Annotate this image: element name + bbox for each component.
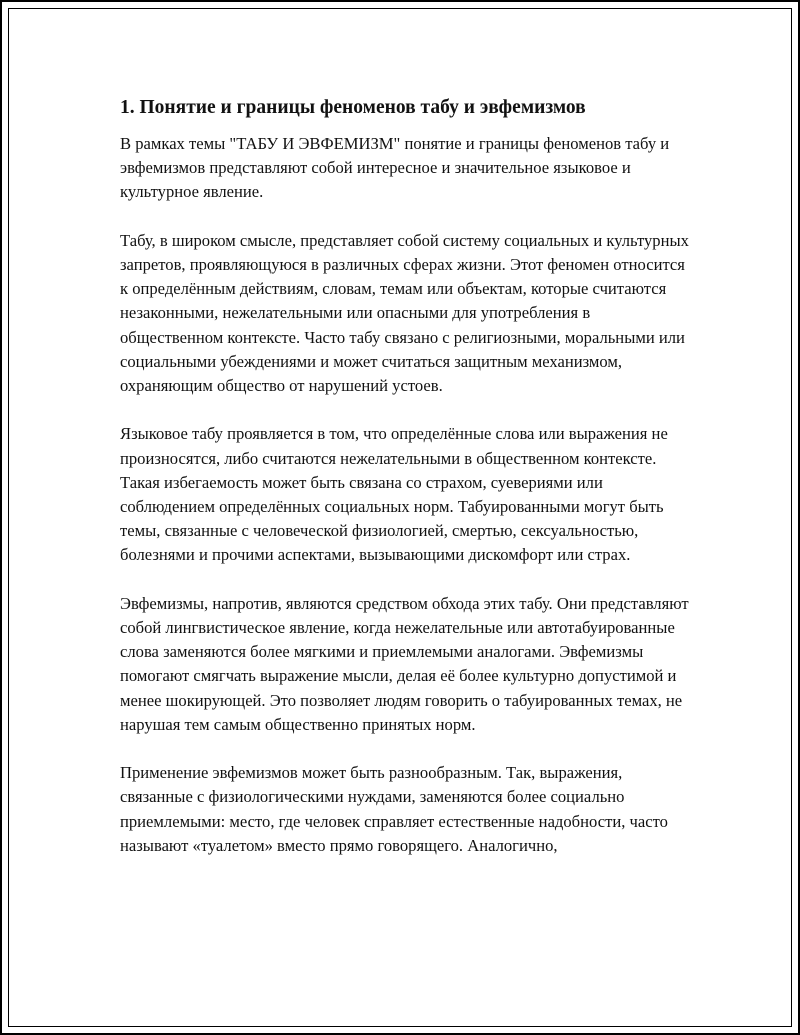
paragraph-intro: В рамках темы "ТАБУ И ЭВФЕМИЗМ" понятие и границы феноменов табу и эвфемизмов представляют собой интересное и значительное языковое и культурное явление. bbox=[120, 134, 670, 202]
section-heading: 1. Понятие и границы феноменов табу и эвфемизмов bbox=[120, 97, 586, 118]
paragraph-linguistic-taboo: Языковое табу проявляется в том, что определённые слова или выражения не произносятся, либо считаются нежелательными в общественном контексте. Такая избегаемость может быть связана со страхом, суевериями или соблюдением определённых социальных норм. Табуированными могут быть темы, связанные с человеческой физиологией, смертью, сексуальностью, болезнями и прочими аспектами, вызывающими дискомфорт или страх. bbox=[120, 424, 668, 565]
paragraph-euphemism-usage: Применение эвфемизмов может быть разнообразным. Так, выражения, связанные с физиологическими нуждами, заменяются более социально приемлемыми: место, где человек справляет естественные надобности, часто называют «туалетом» вместо прямо говорящего. Аналогично, bbox=[120, 763, 668, 855]
paragraph-taboo-definition: Табу, в широком смысле, представляет собой систему социальных и культурных запретов, проявляющуюся в различных сферах жизни. Этот феномен относится к определённым действиям, словам, темам или объектам, которые считаются незаконными, нежелательными или опасными для употребления в общественном контексте. Часто табу связано с религиозными, моральными или социальными убеждениями и может считаться защитным механизмом, охраняющим общество от нарушений устоев. bbox=[120, 230, 689, 396]
document-body bbox=[120, 94, 690, 882]
paragraph-euphemisms: Эвфемизмы, напротив, являются средством обхода этих табу. Они представляют собой лингвистическое явление, когда нежелательные или автотабуированные слова заменяются более мягкими и приемлемыми аналогами. Эвфемизмы помогают смягчать выражение мысли, делая её более культурно допустимой и менее шокирующей. Это позволяет людям говорить о табуированных темах, не нарушая тем самым общественно принятых норм. bbox=[120, 593, 689, 734]
